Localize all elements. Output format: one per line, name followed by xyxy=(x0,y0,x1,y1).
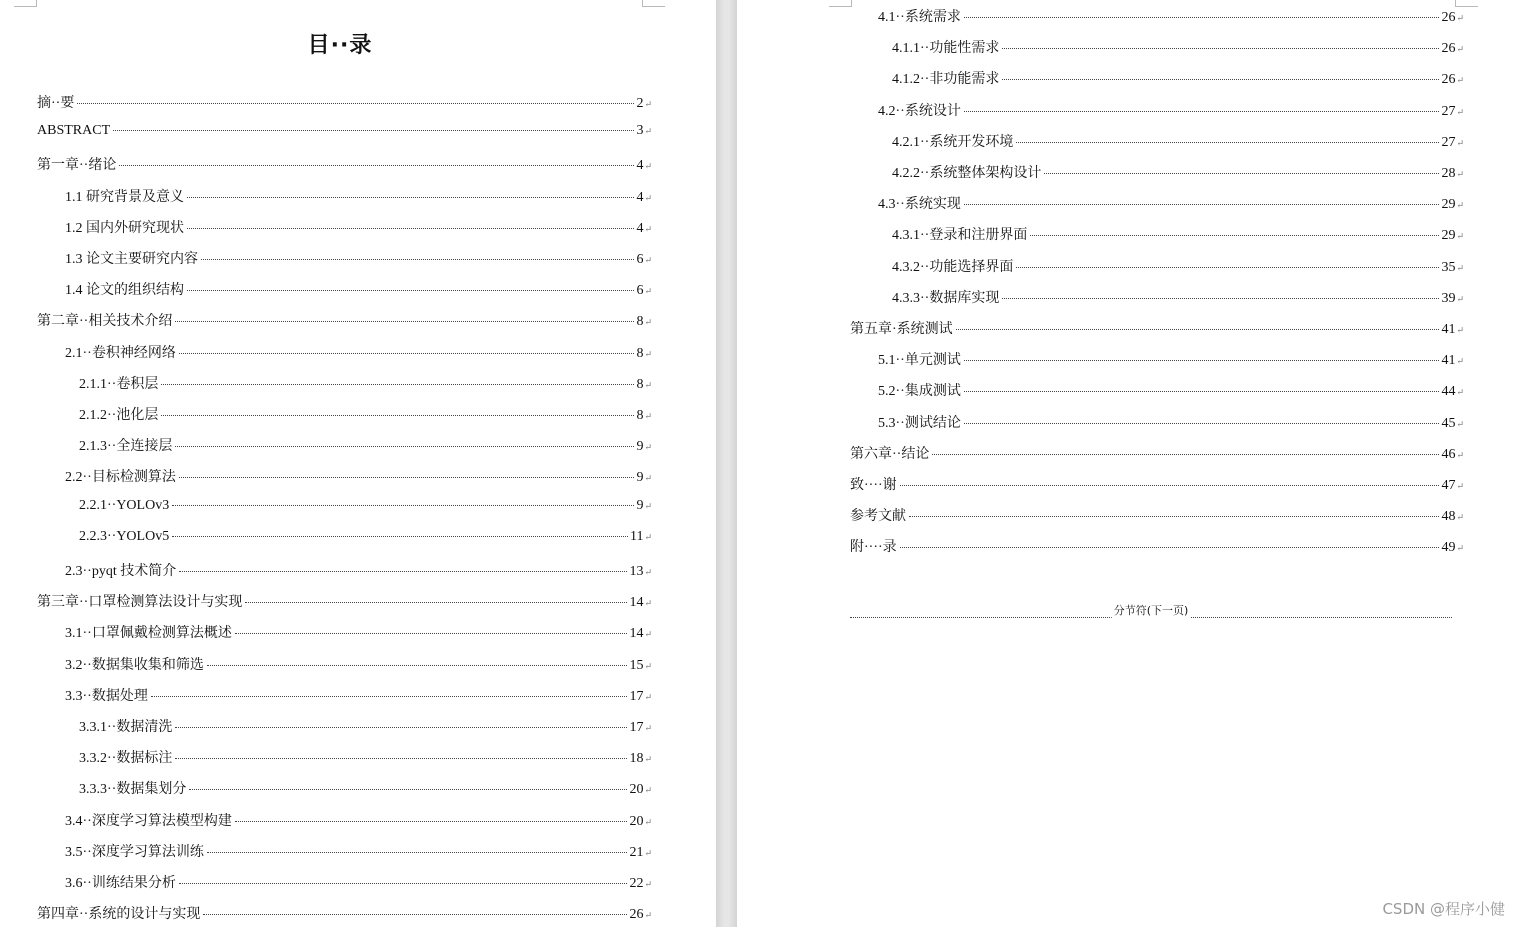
paragraph-mark-icon: ↵ xyxy=(644,99,652,109)
paragraph-mark-icon: ↵ xyxy=(1456,325,1464,335)
paragraph-mark-icon: ↵ xyxy=(644,126,652,137)
toc-entry-label: 4.1··系统需求 xyxy=(878,10,961,25)
paragraph-mark-icon: ↵ xyxy=(644,286,652,297)
document-page-right xyxy=(737,0,1519,927)
page-corner-mark xyxy=(829,0,852,7)
toc-entry-label: 3.2··数据集收集和筛选 xyxy=(65,657,204,673)
toc-entry-page: 8 xyxy=(636,345,644,361)
toc-entry-page: 18 xyxy=(629,751,644,767)
paragraph-mark-icon: ↵ xyxy=(644,192,652,203)
section-break-label: 分节符(下一页) xyxy=(1113,604,1189,617)
toc-entry[interactable] xyxy=(79,404,652,424)
toc-entry-page: 35 xyxy=(1441,259,1456,275)
dot-leader xyxy=(1044,173,1439,174)
toc-entry-label: 2.1.3··全连接层 xyxy=(79,439,173,455)
paragraph-mark-icon: ↵ xyxy=(1456,543,1464,554)
paragraph-mark-icon: ↵ xyxy=(644,629,652,640)
paragraph-mark-icon: ↵ xyxy=(644,531,652,542)
paragraph-mark-icon: ↵ xyxy=(644,161,652,172)
toc-entry[interactable] xyxy=(850,318,1464,338)
toc-entry-page: 4 xyxy=(636,189,644,205)
dot-leader xyxy=(909,516,1439,517)
toc-entry-page: 20 xyxy=(629,782,644,798)
paragraph-mark-icon: ↵ xyxy=(644,411,652,421)
toc-entry[interactable] xyxy=(878,380,1464,400)
paragraph-mark-icon: ↵ xyxy=(1456,418,1464,429)
toc-entry-page: 15 xyxy=(629,657,644,673)
toc-entry-page: 22 xyxy=(629,876,644,891)
toc-entry[interactable] xyxy=(65,654,652,674)
toc-entry-label: 4.3.3··数据库实现 xyxy=(892,290,1000,306)
toc-entry[interactable] xyxy=(892,131,1464,151)
toc-entry[interactable] xyxy=(79,373,652,393)
toc-entry-page: 28 xyxy=(1441,166,1456,181)
document-page-left xyxy=(0,0,716,927)
toc-entry-label: 第四章··系统的设计与实现 xyxy=(37,907,201,923)
toc-entry-label: 2.1.2··池化层 xyxy=(79,408,159,423)
toc-entry[interactable] xyxy=(37,154,652,174)
toc-entry[interactable] xyxy=(878,6,1464,26)
dot-leader xyxy=(187,290,634,291)
toc-entry-page: 27 xyxy=(1441,103,1456,119)
dot-leader xyxy=(964,423,1440,424)
paragraph-mark-icon: ↵ xyxy=(1456,481,1464,491)
toc-entry[interactable] xyxy=(79,778,652,798)
dot-leader xyxy=(1002,79,1439,80)
toc-entry-label: 4.2··系统设计 xyxy=(878,103,961,119)
toc-entry[interactable] xyxy=(850,536,1464,556)
toc-entry[interactable] xyxy=(79,498,652,518)
paragraph-mark-icon: ↵ xyxy=(644,598,652,609)
toc-entry[interactable] xyxy=(65,685,652,705)
dot-leader xyxy=(179,477,635,478)
dot-leader xyxy=(151,696,628,697)
dot-leader xyxy=(179,571,627,572)
page-corner-mark xyxy=(14,0,37,7)
dot-leader xyxy=(900,547,1440,548)
toc-entry-page: 26 xyxy=(1441,10,1456,25)
dot-leader xyxy=(113,130,634,131)
dot-leader xyxy=(1002,298,1439,299)
toc-entry-page: 26 xyxy=(1441,41,1456,57)
toc-entry[interactable] xyxy=(850,474,1464,494)
dot-leader xyxy=(189,789,627,790)
toc-entry-label: ABSTRACT xyxy=(37,123,111,139)
toc-entry-page: 17 xyxy=(629,720,644,735)
toc-entry[interactable] xyxy=(65,622,652,642)
toc-entry-label: 4.1.2··非功能需求 xyxy=(892,72,1000,88)
toc-entry-label: 摘··要 xyxy=(37,96,75,111)
toc-entry[interactable] xyxy=(79,529,652,549)
dot-leader xyxy=(203,914,627,915)
toc-entry[interactable] xyxy=(892,256,1464,276)
dot-leader xyxy=(161,384,634,385)
paragraph-mark-icon: ↵ xyxy=(644,754,652,765)
toc-entry-label: 2.2.3··YOLOv5 xyxy=(79,528,170,544)
toc-entry[interactable] xyxy=(65,560,652,580)
toc-entry[interactable] xyxy=(65,248,652,268)
toc-entry-label: 1.3 论文主要研究内容 xyxy=(65,252,198,267)
toc-entry-label: 3.3··数据处理 xyxy=(65,688,148,704)
toc-entry-label: 第六章··结论 xyxy=(850,446,930,462)
dot-leader xyxy=(172,536,628,537)
toc-entry[interactable] xyxy=(65,186,652,206)
toc-entry-page: 8 xyxy=(636,408,644,423)
watermark: CSDN @程序小健 xyxy=(1382,900,1505,918)
toc-entry-page: 21 xyxy=(629,844,644,860)
paragraph-mark-icon: ↵ xyxy=(1456,137,1464,148)
toc-entry-page: 41 xyxy=(1441,322,1456,337)
dot-leader xyxy=(179,883,628,884)
toc-entry-label: 2.2.1··YOLOv3 xyxy=(79,497,170,513)
dot-leader xyxy=(964,360,1440,361)
toc-entry-label: 第一章··绪论 xyxy=(37,158,117,174)
toc-entry-label: 3.3.2··数据标注 xyxy=(79,751,173,767)
paragraph-mark-icon: ↵ xyxy=(644,442,652,453)
toc-entry-label: 1.4 论文的组织结构 xyxy=(65,283,184,299)
toc-entry-page: 8 xyxy=(636,376,644,392)
paragraph-mark-icon: ↵ xyxy=(1456,231,1464,242)
toc-entry[interactable] xyxy=(878,193,1464,213)
toc-entry[interactable] xyxy=(892,162,1464,182)
toc-entry-label: 3.6··训练结果分析 xyxy=(65,876,176,891)
paragraph-mark-icon: ↵ xyxy=(644,317,652,328)
dot-leader xyxy=(1002,48,1439,49)
toc-entry-page: 11 xyxy=(629,528,644,544)
toc-entry-label: 5.1··单元测试 xyxy=(878,353,961,369)
toc-entry-label: 第二章··相关技术介绍 xyxy=(37,314,173,330)
toc-entry-label: 4.3.1··登录和注册界面 xyxy=(892,228,1028,244)
toc-entry-label: 2.2··目标检测算法 xyxy=(65,470,176,486)
paragraph-mark-icon: ↵ xyxy=(644,910,652,921)
dot-leader xyxy=(235,633,628,634)
toc-entry[interactable] xyxy=(79,716,652,736)
toc-title: 目··录 xyxy=(307,33,373,58)
toc-entry-page: 26 xyxy=(1441,72,1456,88)
paragraph-mark-icon: ↵ xyxy=(1456,262,1464,273)
dot-leader xyxy=(900,485,1440,486)
dot-leader xyxy=(207,665,628,666)
toc-entry-page: 45 xyxy=(1441,415,1456,431)
dot-leader xyxy=(964,111,1440,112)
toc-entry-label: 5.2··集成测试 xyxy=(878,384,961,400)
toc-entry[interactable] xyxy=(65,466,652,486)
toc-entry-page: 3 xyxy=(636,123,644,139)
dot-leader xyxy=(175,727,627,728)
toc-entry[interactable] xyxy=(65,279,652,299)
paragraph-mark-icon: ↵ xyxy=(1456,200,1464,211)
dot-leader xyxy=(964,204,1440,205)
dot-leader xyxy=(1016,267,1439,268)
toc-entry-page: 29 xyxy=(1441,228,1456,244)
toc-entry-page: 29 xyxy=(1441,197,1456,213)
toc-entry-page: 13 xyxy=(629,564,644,579)
toc-entry-page: 9 xyxy=(636,439,644,455)
paragraph-mark-icon: ↵ xyxy=(644,473,652,484)
paragraph-mark-icon: ↵ xyxy=(1456,106,1464,117)
toc-entry[interactable] xyxy=(892,224,1464,244)
toc-entry-label: 2.1.1··卷积层 xyxy=(79,376,159,392)
paragraph-mark-icon: ↵ xyxy=(1456,449,1464,460)
toc-entry[interactable] xyxy=(37,92,652,112)
toc-entry-page: 20 xyxy=(629,813,644,829)
page-gutter xyxy=(716,0,737,927)
paragraph-mark-icon: ↵ xyxy=(1456,44,1464,55)
toc-entry-label: 3.5··深度学习算法训练 xyxy=(65,844,204,860)
toc-entry-page: 6 xyxy=(636,252,644,267)
dot-leader xyxy=(1016,142,1439,143)
paragraph-mark-icon: ↵ xyxy=(644,785,652,796)
toc-entry-page: 8 xyxy=(636,314,644,330)
toc-entry-label: 2.3··pyqt 技术简介 xyxy=(65,564,177,579)
paragraph-mark-icon: ↵ xyxy=(644,348,652,359)
paragraph-mark-icon: ↵ xyxy=(1456,169,1464,179)
toc-entry-page: 14 xyxy=(629,595,644,611)
toc-entry[interactable] xyxy=(79,435,652,455)
toc-entry-page: 39 xyxy=(1441,290,1456,306)
toc-entry-label: 4.2.1··系统开发环境 xyxy=(892,134,1014,150)
toc-entry-page: 44 xyxy=(1441,384,1456,400)
dot-leader xyxy=(179,353,635,354)
toc-entry-page: 27 xyxy=(1441,134,1456,150)
toc-entry-page: 9 xyxy=(636,470,644,486)
toc-entry-label: 3.3.1··数据清洗 xyxy=(79,720,173,735)
toc-entry[interactable] xyxy=(37,123,652,143)
dot-leader xyxy=(1030,235,1439,236)
toc-entry-label: 4.1.1··功能性需求 xyxy=(892,41,1000,57)
paragraph-mark-icon: ↵ xyxy=(644,847,652,858)
paragraph-mark-icon: ↵ xyxy=(644,691,652,702)
dot-leader xyxy=(175,321,634,322)
toc-entry[interactable] xyxy=(65,342,652,362)
toc-entry-page: 17 xyxy=(629,688,644,704)
dot-leader xyxy=(187,228,634,229)
dot-leader xyxy=(161,415,634,416)
dot-leader xyxy=(77,103,634,104)
paragraph-mark-icon: ↵ xyxy=(644,879,652,889)
toc-entry[interactable] xyxy=(850,443,1464,463)
dot-leader xyxy=(201,259,634,260)
toc-entry[interactable] xyxy=(878,100,1464,120)
paragraph-mark-icon: ↵ xyxy=(644,379,652,390)
toc-entry-label: 附····录 xyxy=(850,540,897,556)
toc-entry-page: 49 xyxy=(1441,540,1456,556)
dot-leader xyxy=(207,852,628,853)
toc-entry-label: 1.1 研究背景及意义 xyxy=(65,189,184,205)
toc-entry[interactable] xyxy=(65,872,652,892)
toc-entry-page: 46 xyxy=(1441,446,1456,462)
section-break xyxy=(850,603,1452,618)
paragraph-mark-icon: ↵ xyxy=(644,567,652,577)
paragraph-mark-icon: ↵ xyxy=(644,223,652,234)
toc-entry[interactable] xyxy=(892,68,1464,88)
toc-entry-label: 参考文献 xyxy=(850,509,906,525)
toc-entry[interactable] xyxy=(878,349,1464,369)
dot-leader xyxy=(172,505,634,506)
toc-entry-label: 4.3.2··功能选择界面 xyxy=(892,259,1014,275)
toc-entry-page: 2 xyxy=(636,96,644,111)
toc-entry-page: 4 xyxy=(636,158,644,174)
toc-entry[interactable] xyxy=(37,903,652,923)
paragraph-mark-icon: ↵ xyxy=(1456,75,1464,86)
toc-entry-label: 第三章··口罩检测算法设计与实现 xyxy=(37,595,243,611)
toc-entry-label: 2.1··卷积神经网络 xyxy=(65,345,176,361)
paragraph-mark-icon: ↵ xyxy=(1456,387,1464,398)
dot-leader xyxy=(956,329,1440,330)
toc-entry-page: 47 xyxy=(1441,478,1456,493)
dot-leader xyxy=(245,602,627,603)
dot-leader xyxy=(187,197,634,198)
page-corner-mark xyxy=(642,0,665,7)
toc-entry-page: 4 xyxy=(636,220,644,236)
toc-entry-label: 5.3··测试结论 xyxy=(878,415,961,431)
toc-entry[interactable] xyxy=(37,591,652,611)
toc-entry[interactable] xyxy=(79,747,652,767)
toc-entry-label: 1.2 国内外研究现状 xyxy=(65,220,184,236)
toc-entry[interactable] xyxy=(850,505,1464,525)
paragraph-mark-icon: ↵ xyxy=(1456,512,1464,523)
toc-entry-label: 3.4··深度学习算法模型构建 xyxy=(65,813,232,829)
dot-leader xyxy=(119,165,634,166)
dot-leader xyxy=(932,454,1439,455)
paragraph-mark-icon: ↵ xyxy=(1456,13,1464,23)
toc-entry[interactable] xyxy=(65,841,652,861)
paragraph-mark-icon: ↵ xyxy=(1456,356,1464,367)
toc-entry-label: 4.3··系统实现 xyxy=(878,197,961,213)
toc-entry[interactable] xyxy=(37,310,652,330)
toc-entry[interactable] xyxy=(892,37,1464,57)
toc-entry-label: 3.3.3··数据集划分 xyxy=(79,782,187,798)
toc-entry-label: 3.1··口罩佩戴检测算法概述 xyxy=(65,626,232,642)
toc-entry-page: 6 xyxy=(636,283,644,299)
toc-entry-page: 48 xyxy=(1441,509,1456,525)
paragraph-mark-icon: ↵ xyxy=(644,816,652,827)
paragraph-mark-icon: ↵ xyxy=(644,723,652,733)
dot-leader xyxy=(964,17,1440,18)
toc-entry-page: 14 xyxy=(629,626,644,642)
toc-entry[interactable] xyxy=(892,287,1464,307)
dot-leader xyxy=(175,758,627,759)
dot-leader xyxy=(235,821,628,822)
toc-entry-label: 第五章·系统测试 xyxy=(850,322,953,337)
dot-leader xyxy=(964,391,1440,392)
toc-entry-page: 26 xyxy=(629,907,644,923)
paragraph-mark-icon: ↵ xyxy=(1456,293,1464,304)
toc-entry[interactable] xyxy=(878,412,1464,432)
paragraph-mark-icon: ↵ xyxy=(644,255,652,265)
dot-leader xyxy=(175,446,634,447)
toc-entry-page: 9 xyxy=(636,497,644,513)
toc-entry-label: 4.2.2··系统整体架构设计 xyxy=(892,166,1042,181)
toc-entry[interactable] xyxy=(65,217,652,237)
paragraph-mark-icon: ↵ xyxy=(644,660,652,671)
toc-entry[interactable] xyxy=(65,810,652,830)
toc-entry-label: 致····谢 xyxy=(850,478,897,493)
toc-entry-page: 41 xyxy=(1441,353,1456,369)
paragraph-mark-icon: ↵ xyxy=(644,500,652,511)
